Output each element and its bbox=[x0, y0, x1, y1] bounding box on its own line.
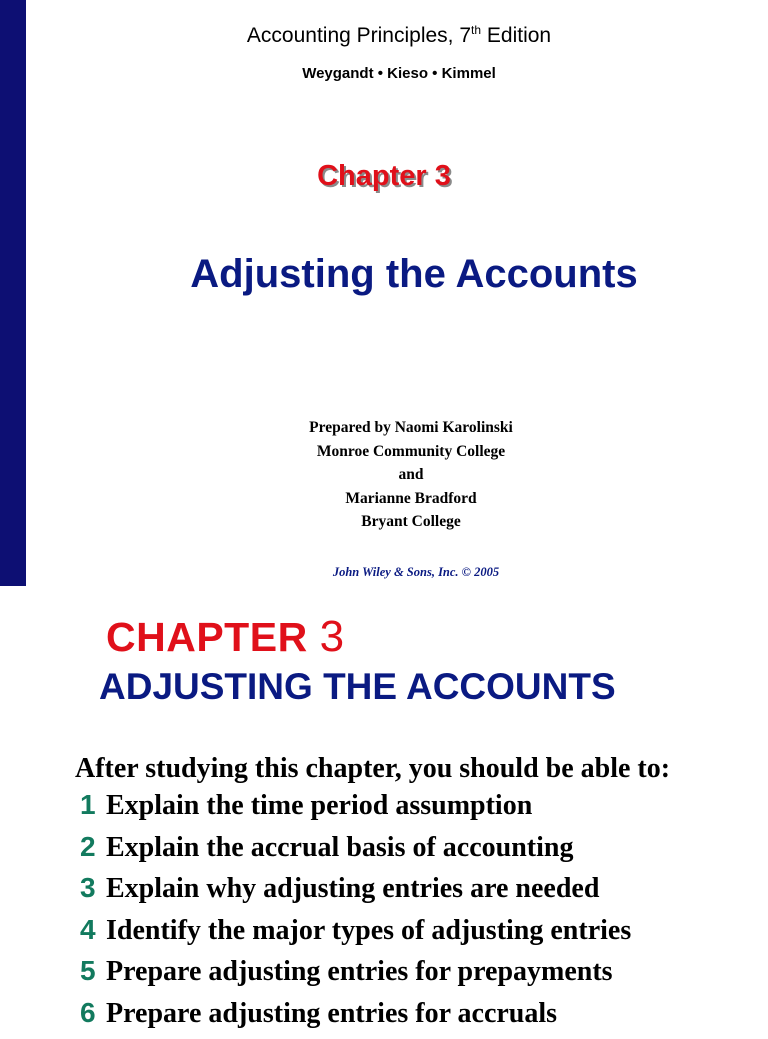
chapter-word: CHAPTER bbox=[106, 614, 320, 660]
book-title bbox=[26, 24, 768, 48]
objective-item bbox=[80, 831, 631, 873]
objective-text: Explain the time period assumption bbox=[106, 790, 533, 821]
objective-item bbox=[80, 914, 631, 956]
credit-line: and bbox=[398, 466, 424, 483]
objectives-intro: After studying this chapter, you should be able to: bbox=[75, 753, 671, 784]
book-title-ordinal: th bbox=[471, 23, 482, 37]
objectives-list bbox=[80, 789, 631, 1039]
side-accent-bar bbox=[0, 0, 26, 586]
credits bbox=[26, 416, 768, 534]
objective-number: 4 bbox=[80, 913, 96, 945]
objective-text: Explain why adjusting entries are needed bbox=[106, 873, 600, 905]
credit-line: Prepared by Naomi Karolinski bbox=[309, 419, 513, 436]
objective-number: 3 bbox=[80, 872, 96, 904]
objective-number: 5 bbox=[80, 955, 96, 987]
credit-line: Bryant College bbox=[361, 513, 461, 530]
objective-text: Explain the accrual basis of accounting bbox=[106, 831, 574, 863]
objective-number: 2 bbox=[80, 830, 96, 862]
book-title-text: Accounting Principles, 7 bbox=[246, 24, 472, 47]
slide-chapter-heading bbox=[106, 612, 345, 662]
objective-item bbox=[80, 997, 631, 1039]
chapter-title: Adjusting the Accounts bbox=[190, 252, 638, 296]
objective-text: Prepare adjusting entries for prepayments bbox=[106, 956, 613, 988]
objective-text: Prepare adjusting entries for accruals bbox=[106, 997, 558, 1029]
objective-number: 6 bbox=[80, 996, 96, 1028]
objective-item bbox=[80, 955, 631, 997]
objective-item bbox=[80, 872, 631, 914]
authors: Weygandt • Kieso • Kimmel bbox=[302, 65, 496, 82]
book-title-edition: Edition bbox=[481, 24, 552, 47]
objective-item bbox=[80, 789, 631, 831]
chapter-label: Chapter 3 bbox=[317, 160, 451, 192]
objective-number: 1 bbox=[80, 789, 96, 820]
copyright: John Wiley & Sons, Inc. © 2005 bbox=[332, 565, 500, 579]
credit-line: Monroe Community College bbox=[316, 442, 506, 460]
chapter-number: 3 bbox=[319, 612, 345, 661]
objectives-slide bbox=[0, 586, 768, 1029]
slide-title: ADJUSTING THE ACCOUNTS bbox=[99, 666, 616, 707]
objective-text: Identify the major types of adjusting entries bbox=[106, 914, 632, 946]
credit-line: Marianne Bradford bbox=[345, 489, 477, 507]
